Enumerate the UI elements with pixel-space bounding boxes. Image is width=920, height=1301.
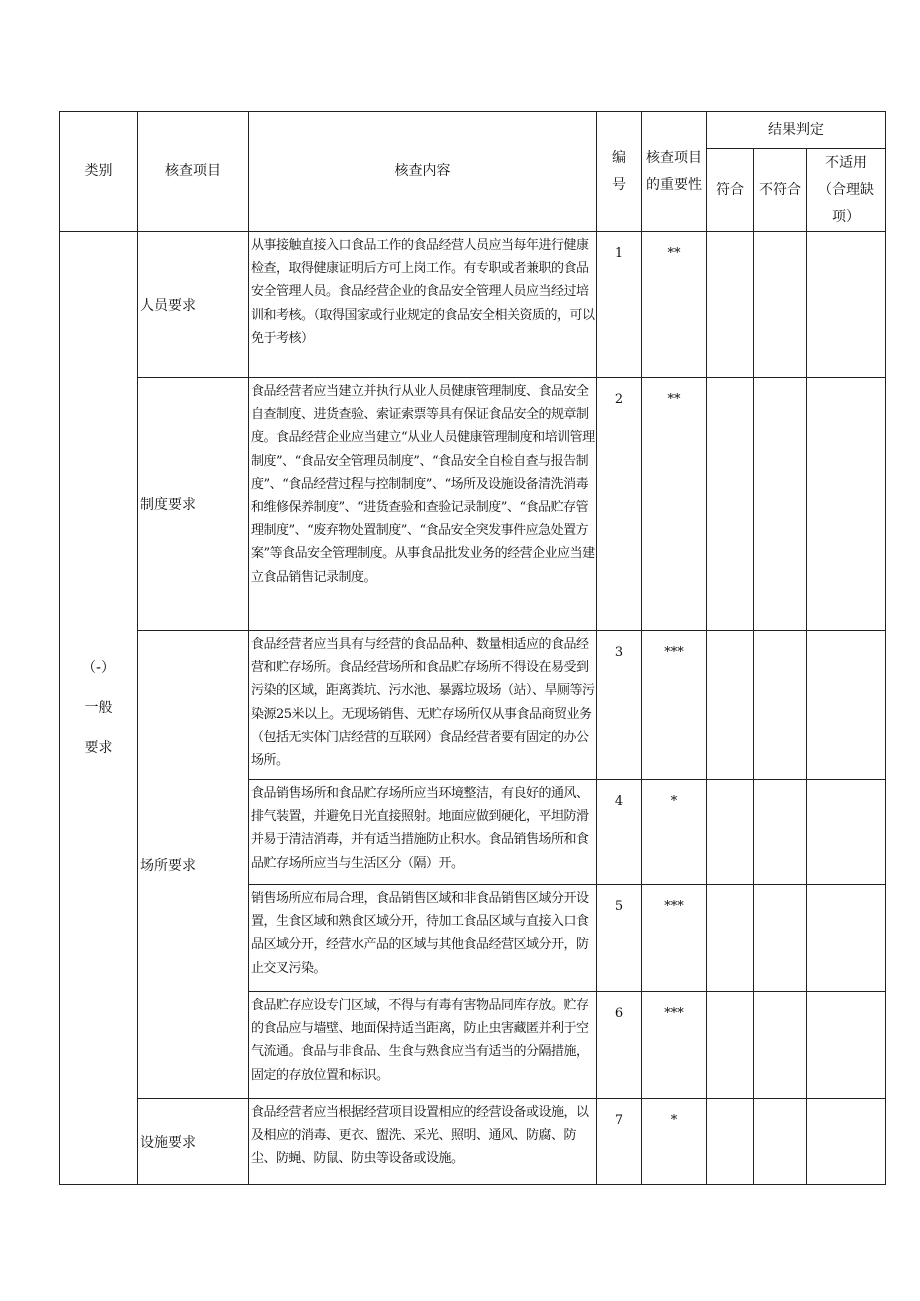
table-row [60, 631, 886, 780]
table-row [60, 1099, 886, 1185]
result-not-applicable-cell[interactable] [807, 631, 886, 780]
row-content: 食品销售场所和食品贮存场所应当环境整洁，有良好的通风、排气装置，并避免日光直接照射。地面应做到硬化，平坦防滑并易于清洁消毒，并有适当措施防止积水。食品销售场所和食品贮存场所应当与生活区分（隔）开。 [249, 780, 597, 885]
row-number: 4 [597, 780, 642, 885]
result-nonconform-cell[interactable] [754, 885, 807, 992]
result-nonconform-cell[interactable] [754, 780, 807, 885]
result-conform-cell[interactable] [707, 885, 754, 992]
result-not-applicable-cell[interactable] [807, 232, 886, 378]
row-importance: * [642, 780, 707, 885]
row-content: 食品经营者应当根据经营项目设置相应的经营设备或设施，以及相应的消毒、更衣、盥洗、采光、照明、通风、防腐、防尘、防蝇、防鼠、防虫等设备或设施。 [249, 1099, 597, 1185]
row-content: 销售场所应布局合理，食品销售区域和非食品销售区域分开设置，生食区域和熟食区域分开，待加工食品区域与直接入口食品区域分开，经营水产品的区域与其他食品经营区域分开，防止交叉污染。 [249, 885, 597, 992]
header-result: 结果判定 [707, 112, 886, 149]
result-not-applicable-cell[interactable] [807, 1099, 886, 1185]
result-nonconform-cell[interactable] [754, 631, 807, 780]
row-importance: *** [642, 631, 707, 780]
result-not-applicable-cell[interactable] [807, 992, 886, 1099]
header-number: 编号 [597, 112, 642, 232]
result-conform-cell[interactable] [707, 1099, 754, 1185]
row-content: 食品经营者应当具有与经营的食品品种、数量相适应的食品经营和贮存场所。食品经营场所和食品贮存场所不得设在易受到污染的区域，距离粪坑、污水池、暴露垃圾场（站）、旱厕等污染源25米以上。无现场销售、无贮存场所仅从事食品商贸业务（包括无实体门店经营的互联网）食品经营者要有固定的办公场所。 [249, 631, 597, 780]
header-not-applicable: 不适用（合理缺项） [807, 149, 886, 232]
category-line2: 要求 [84, 740, 113, 756]
result-conform-cell[interactable] [707, 992, 754, 1099]
result-nonconform-cell[interactable] [754, 232, 807, 378]
header-content: 核查内容 [249, 112, 597, 232]
category-line1: 一般 [84, 700, 113, 716]
result-conform-cell[interactable] [707, 378, 754, 631]
row-content: 食品贮存应设专门区域，不得与有毒有害物品同库存放。贮存的食品应与墙壁、地面保持适当距离，防止虫害藏匿并利于空气流通。食品与非食品、生食与熟食应当有适当的分隔措施，固定的存放位置和标识。 [249, 992, 597, 1099]
row-number: 6 [597, 992, 642, 1099]
result-not-applicable-cell[interactable] [807, 885, 886, 992]
result-conform-cell[interactable] [707, 631, 754, 780]
row-content: 食品经营者应当建立并执行从业人员健康管理制度、食品安全自查制度、进货查验、索证索票等具有保证食品安全的规章制度。食品经营企业应当建立“从业人员健康管理制度和培训管理制度”、“食品安全管理员制度”、“食品安全自检自查与报告制度”、“食品经营过程与控制制度”、“场所及设施设备清洗消毒和维修保养制度”、“进货查验和查验记录制度”、“食品贮存管理制度”、“废弃物处置制度”、“食品安全突发事件应急处置方案”等食品安全管理制度。从事食品批发业务的经营企业应当建立食品销售记录制度。 [249, 378, 597, 631]
result-conform-cell[interactable] [707, 232, 754, 378]
header-item: 核查项目 [138, 112, 249, 232]
row-number: 3 [597, 631, 642, 780]
header-conform: 符合 [707, 149, 754, 232]
row-importance: * [642, 1099, 707, 1185]
row-importance: ** [642, 232, 707, 378]
result-nonconform-cell[interactable] [754, 378, 807, 631]
item-premises: 场所要求 [138, 631, 249, 1099]
table-row [60, 378, 886, 631]
result-not-applicable-cell[interactable] [807, 378, 886, 631]
row-importance: *** [642, 885, 707, 992]
category-mark: （-） [81, 660, 116, 676]
item-facility: 设施要求 [138, 1099, 249, 1185]
item-personnel: 人员要求 [138, 232, 249, 378]
table-row [60, 232, 886, 378]
result-nonconform-cell[interactable] [754, 992, 807, 1099]
row-importance: ** [642, 378, 707, 631]
result-not-applicable-cell[interactable] [807, 780, 886, 885]
item-system: 制度要求 [138, 378, 249, 631]
row-number: 2 [597, 378, 642, 631]
header-nonconform: 不符合 [754, 149, 807, 232]
header-category: 类别 [60, 112, 138, 232]
inspection-table [59, 111, 886, 1185]
row-number: 7 [597, 1099, 642, 1185]
row-importance: *** [642, 992, 707, 1099]
result-nonconform-cell[interactable] [754, 1099, 807, 1185]
row-number: 5 [597, 885, 642, 992]
header-importance: 核查项目的重要性 [642, 112, 707, 232]
category-cell [60, 232, 138, 1185]
result-conform-cell[interactable] [707, 780, 754, 885]
row-content: 从事接触直接入口食品工作的食品经营人员应当每年进行健康检查，取得健康证明后方可上岗工作。有专职或者兼职的食品安全管理人员。食品经营企业的食品安全管理人员应当经过培训和考核。（取得国家或行业规定的食品安全相关资质的，可以免于考核） [249, 232, 597, 378]
row-number: 1 [597, 232, 642, 378]
